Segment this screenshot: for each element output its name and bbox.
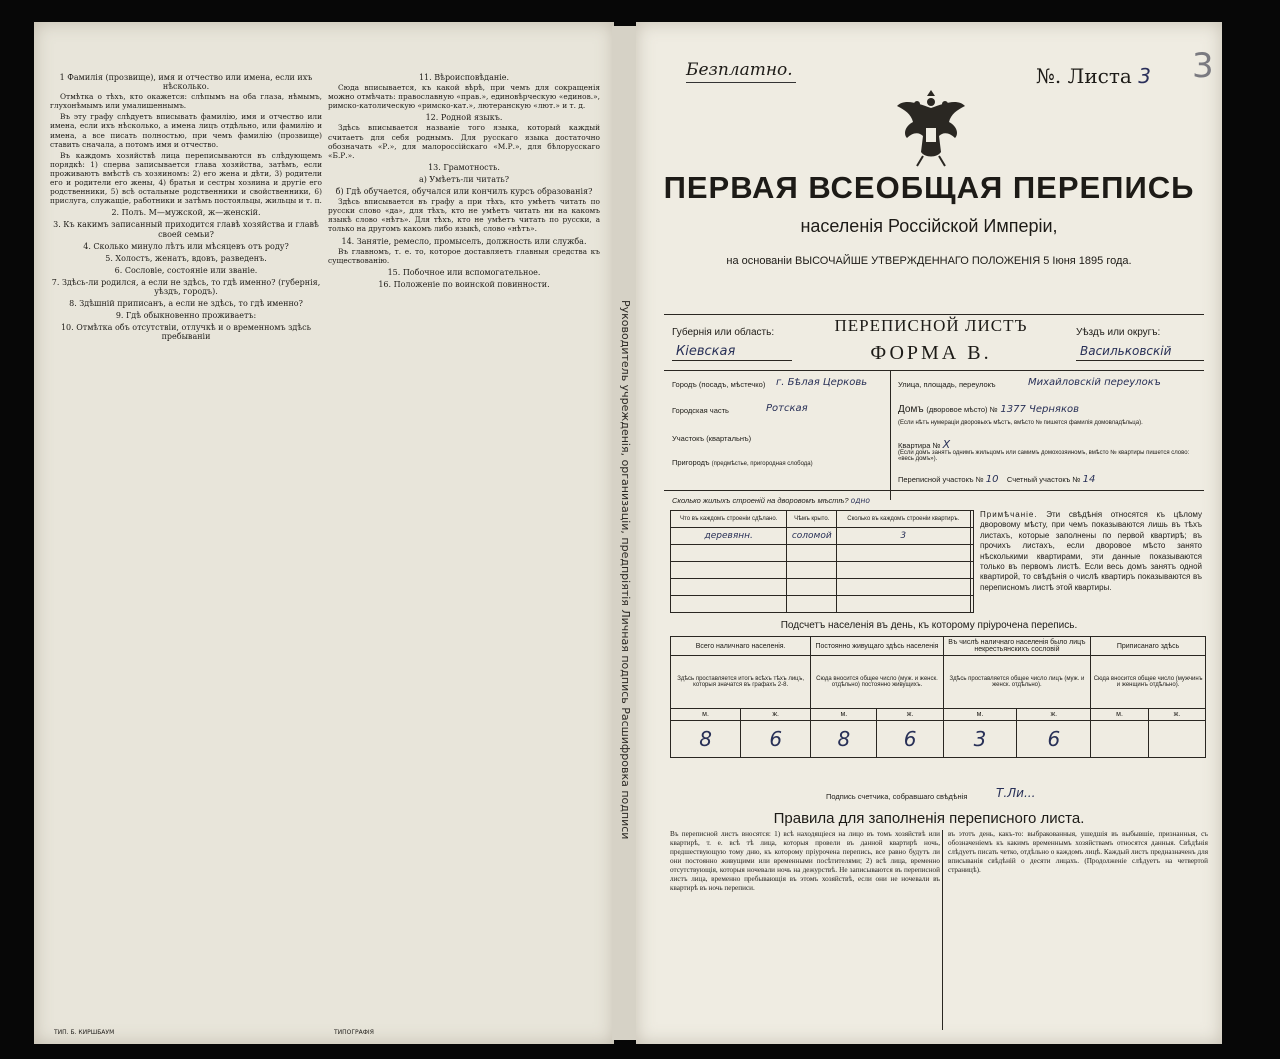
buildings-label-text: Сколько жилыхъ строеній на дворовомъ мѣстѣ?	[672, 496, 849, 505]
imprint-right: ТИПОГРАФІЯ	[334, 1029, 374, 1036]
free-underline	[686, 82, 796, 83]
item-heading: 10. Отмѣтка объ отсутствіи, отлучкѣ и о временномъ здѣсь пребываніи	[60, 323, 312, 342]
counts-value	[1148, 721, 1205, 758]
counts-header: Всего наличнаго населенія.	[671, 637, 811, 656]
province-label: Губернія или область:	[672, 327, 775, 338]
district-value: Васильковскій	[1080, 344, 1172, 358]
sheet-number	[1036, 64, 1151, 88]
item-heading: 12. Родной языкъ.	[425, 113, 503, 123]
suburb-hint: (предмѣстье, пригородная слобода)	[711, 461, 813, 467]
free-label: Безплатно.	[686, 60, 793, 80]
precinct-label-text: Участокъ	[672, 434, 705, 443]
address-divider	[890, 370, 891, 500]
city-part-value: Ротская	[766, 403, 808, 414]
counts-sex: м.	[671, 709, 741, 721]
form-top-rule	[664, 314, 1204, 315]
corner-pencil-number: 3	[1192, 46, 1214, 86]
district-underline	[1076, 360, 1204, 361]
counts-heading: Подсчетъ населенія въ день, къ которому пріурочена перепись.	[780, 620, 1078, 631]
rules-column-1: Въ переписной листъ вносятся: 1) всѣ находящіеся на лицо въ томъ хозяйствѣ или квартирѣ, т. е. всѣ тѣ лица, которыя провели въ данной квартирѣ ночь, предшествующую тому дню, къ которому пріурочена перепись, все равно будутъ ли они постоянно живущими или временными посѣтителями; 2) всѣ лица, временно отсутствующія, которыя ночевали ночь на дежурствѣ. Не записываются въ переписной листъ лица, временно пребывающія въ этомъ хозяйствѣ, если они не ночевали въ квартирѣ въ ночь переписи.	[670, 830, 940, 892]
buildings-header: Чѣмъ крыто.	[787, 511, 837, 528]
item-heading: 11. Вѣроисповѣданіе.	[418, 73, 510, 82]
buildings-header: Сколько въ каждомъ строеніи квартиръ.	[837, 511, 970, 528]
buildings-cell: 3	[837, 528, 970, 545]
census-title: ПЕРВАЯ ВСЕОБЩАЯ ПЕРЕПИСЬ	[663, 170, 1195, 205]
counts-sex: ж.	[1148, 709, 1205, 721]
counts-value: 8	[671, 721, 741, 758]
counts-sex: ж.	[877, 709, 943, 721]
house-hint: (дворовое мѣсто) №	[926, 405, 998, 414]
double-headed-eagle-icon	[891, 82, 971, 172]
decree-line: на основаніи ВЫСОЧАЙШЕ УТВЕРЖДЕННАГО ПОЛОЖЕНІЯ 5 Іюня 1895 года.	[726, 255, 1132, 267]
sheet-number-label: №. Листа	[1036, 64, 1132, 88]
house-label-text: Домъ	[898, 404, 924, 415]
counts-value: 3	[943, 721, 1017, 758]
census-subtitle: населенія Россійской Имперіи,	[800, 216, 1058, 236]
counter-precinct-label: Счетный участокъ №	[1006, 475, 1081, 484]
item-heading: 13. Грамотность.	[428, 162, 500, 172]
form-mid-rule	[664, 370, 1204, 371]
note-text: Эти свѣдѣнія относятся къ цѣлому дворовому мѣсту, при чемъ показываются лишь въ тѣхъ листахъ, которые заполнены по первой квартирѣ; въ прочихъ листахъ, если дворовое мѣсто занято нѣсколькими квартирами, эти данные показываются только въ первомъ листѣ. Если весь домъ занятъ одной квартирой, то свѣдѣнія о числѣ квартиръ показываются въ переписномъ листѣ этой квартиры.	[980, 510, 1202, 592]
left-page	[34, 22, 614, 1044]
form-subtitle: ФОРМА В.	[870, 342, 992, 364]
city-label: Городъ (посадъ, мѣстечко)	[672, 380, 766, 389]
imprint-left: ТИП. Б. КИРШБАУМ	[54, 1029, 115, 1036]
street-value: Михайловскій переулокъ	[1028, 377, 1161, 388]
precinct-label	[672, 434, 751, 443]
buildings-header: Что въ каждомъ строеніи сдѣлано.	[671, 511, 787, 528]
item-heading: б) Гдѣ обучается, обучался или кончилъ курсъ образованія?	[335, 187, 593, 197]
counts-explanation: Сюда вносится общее число (муж. и женск. отдѣльно) постоянно живущихъ.	[811, 656, 943, 709]
rules-divider	[942, 830, 943, 1030]
signature-value: Т.Ли...	[996, 786, 1036, 800]
counts-header: Постоянно живущаго здѣсь населенія	[811, 637, 943, 656]
buildings-cell: деревянн.	[671, 528, 787, 545]
apartment-value: X	[942, 438, 951, 451]
apartment-label-text: Квартира №	[898, 441, 941, 450]
city-value: г. Бѣлая Церковь	[776, 377, 868, 388]
item-text: Здѣсь вписывается въ графу а при тѣхъ, кто умѣетъ читать по русски слово «да», для тѣхъ, кто не умѣетъ читать ни на какомъ языкѣ слово «нѣтъ». Для тѣхъ, кто не умѣетъ читать по русски, а только на другомъ какомъ либо языкѣ, слово «нѣтъ».	[328, 197, 600, 234]
item-heading: а) Умѣетъ-ли читать?	[418, 174, 510, 184]
counts-value	[1091, 721, 1149, 758]
rules-title: Правила для заполненія переписного листа.	[773, 810, 1085, 827]
buildings-header-empty	[970, 511, 974, 528]
left-page-column-1	[50, 70, 322, 1030]
form-buildings-rule	[664, 490, 1204, 491]
counts-value: 8	[811, 721, 877, 758]
item-heading: 1 Фамилія (прозвище), имя и отчество или имена, если ихъ нѣсколько.	[59, 73, 313, 92]
house-label	[898, 404, 1079, 415]
street-label: Улица, площадь, переулокъ	[898, 380, 996, 389]
counts-value: 6	[877, 721, 943, 758]
population-counts-table	[670, 636, 1206, 758]
province-underline	[672, 360, 792, 361]
item-text: Въ эту графу слѣдуетъ вписывать фамилію, имя и отчество или имена, если ихъ нѣсколько, а имена лицъ отдѣльно, или фамилію и имена, а все писать полностью, при чемъ фамилію (прозвище) ставить сначала, а потомъ имя и отчество.	[50, 112, 322, 149]
house-value: 1377 Черняков	[1000, 404, 1079, 415]
counts-header: Приписанаго здѣсь	[1091, 637, 1206, 656]
buildings-table	[670, 510, 974, 613]
item-text: Въ каждомъ хозяйствѣ лица переписываются въ слѣдующемъ порядкѣ: 1) сперва записывается глава хозяйства, затѣмъ, если проживаютъ вмѣстѣ съ хозяиномъ: 2) его жена и дѣти, 3) родители его и родители его жены, 4) братья и сестры хозяина и другіе его родственники, 5) всѣ остальные родственники и свойственники, 6) прислуга, служащіе, работники и затѣмъ постояльцы, жильцы и т. п.	[50, 150, 322, 206]
counts-header: Въ числѣ наличнаго населенія было лицъ некрестьянскихъ сословій	[943, 637, 1091, 656]
counts-sex: ж.	[741, 709, 811, 721]
buildings-cell-empty	[970, 528, 974, 545]
item-text: Здѣсь вписывается названіе того языка, который каждый считаетъ для себя роднымъ. Для русскаго языка достаточно обозначать «Р.», для малороссійскаго «М.Р.», для бѣлорусскаго «Б.Р.».	[328, 123, 600, 160]
buildings-cell: соломой	[787, 528, 837, 545]
item-heading: 15. Побочное или вспомогательное.	[387, 267, 541, 277]
buildings-note	[980, 510, 1202, 593]
counts-sex: м.	[811, 709, 877, 721]
suburb-label	[672, 458, 813, 467]
counts-explanation: Здѣсь проставляется общее число лицъ (муж. и женск. отдѣльно).	[943, 656, 1091, 709]
counts-value: 6	[741, 721, 811, 758]
buildings-label	[672, 496, 870, 505]
city-part-label: Городская часть	[672, 406, 729, 415]
item-heading: 6. Сословіе, состояніе или званіе.	[114, 265, 258, 275]
sheet-number-value: 3	[1138, 64, 1151, 88]
item-heading: 3. Къ какимъ записанный приходится главѣ хозяйства и главѣ своей семьи?	[53, 220, 319, 239]
item-heading: 8. Здѣшній приписанъ, а если не здѣсь, то гдѣ именно?	[69, 299, 303, 309]
item-heading: 16. Положеніе по воинской повинности.	[378, 279, 550, 289]
item-heading: 9. Гдѣ обыкновенно проживаетъ:	[115, 311, 257, 321]
census-precinct-label: Переписной участокъ №	[898, 475, 984, 484]
item-heading: 2. Полъ. М—мужской, ж—женскій.	[111, 208, 261, 218]
counts-sex: м.	[1091, 709, 1149, 721]
item-text: Сюда вписывается, къ какой вѣрѣ, при чемъ для сокращенія можно отмѣчать: православную «прав.», единовѣрческую «единов.», римско-католическую «римско-кат.», лютеранскую «лют.» и т. д.	[328, 83, 600, 111]
left-page-column-2	[328, 70, 600, 1030]
form-title: ПЕРЕПИСНОЙ ЛИСТЪ	[834, 316, 1028, 335]
buildings-value: одно	[850, 496, 870, 505]
census-precinct-value: 10	[985, 474, 999, 485]
province-value: Кіевская	[676, 344, 736, 359]
precinct-hint: (квартальнъ)	[706, 434, 752, 443]
counts-sex: ж.	[1017, 709, 1091, 721]
counts-explanation: Сюда вносится общее число (мужчинъ и женщинъ отдѣльно).	[1091, 656, 1206, 709]
note-label: Примѣчаніе.	[980, 510, 1038, 519]
suburb-label-text: Пригородъ	[672, 458, 710, 467]
fold-stamp-text: Руководитель учрежденія, организаціи, предпріятія Личная подпись Расшифровка подписи	[619, 300, 632, 840]
item-heading: 14. Занятіе, ремесло, промыселъ, должность или служба.	[341, 236, 587, 246]
item-text: Въ главномъ, т. е. то, которое доставляетъ главныя средства къ существованію.	[328, 246, 600, 265]
right-page	[636, 22, 1222, 1044]
counter-precinct-value: 14	[1082, 474, 1096, 485]
counts-value: 6	[1017, 721, 1091, 758]
item-heading: 4. Сколько минуло лѣтъ или мѣсяцевъ отъ роду?	[83, 241, 289, 251]
item-text: Отмѣтка о тѣхъ, кто окажется: слѣпымъ на оба глаза, нѣмымъ, глухонѣмымъ или умалишеннымъ.	[50, 92, 322, 111]
census-precinct	[898, 474, 1095, 485]
house-note: (Если нѣтъ нумераціи дворовыхъ мѣстъ, вмѣсто № пишется фамилія домовладѣльца).	[898, 420, 1143, 426]
item-heading: 7. Здѣсь-ли родился, а если не здѣсь, то гдѣ именно? (губернія, уѣздъ, городъ).	[51, 277, 321, 296]
apartment-note: (Если домъ занятъ однимъ жильцомъ или самимъ домохозяиномъ, вмѣсто № квартиры пишется слово: «весь домъ»).	[898, 450, 1190, 462]
district-label: Уѣздъ или округъ:	[1076, 327, 1161, 338]
counts-explanation: Здѣсь проставляется итогъ всѣхъ тѣхъ лицъ, которыя значатся въ графахъ 2-8.	[671, 656, 811, 709]
signature-label: Подпись счетчика, собравшаго свѣдѣнія	[826, 792, 968, 801]
item-heading: 5. Холостъ, женатъ, вдовъ, разведенъ.	[105, 253, 267, 263]
rules-column-2: въ этотъ день, какъ-то: выбракованныя, ушедшія въ выбывшіе, признанныя, съ обозначеніемъ къ какимъ временнымъ хозяйствамъ относятся данныя. Свѣдѣнія слѣдуетъ писать четко, отдѣльно о каждомъ лицѣ. Каждый листъ предназначенъ для вписыванія свѣдѣній о десяти лицахъ. (Продолженіе слѣдуетъ на четвертой страницѣ).	[948, 830, 1208, 874]
counts-sex: м.	[943, 709, 1017, 721]
